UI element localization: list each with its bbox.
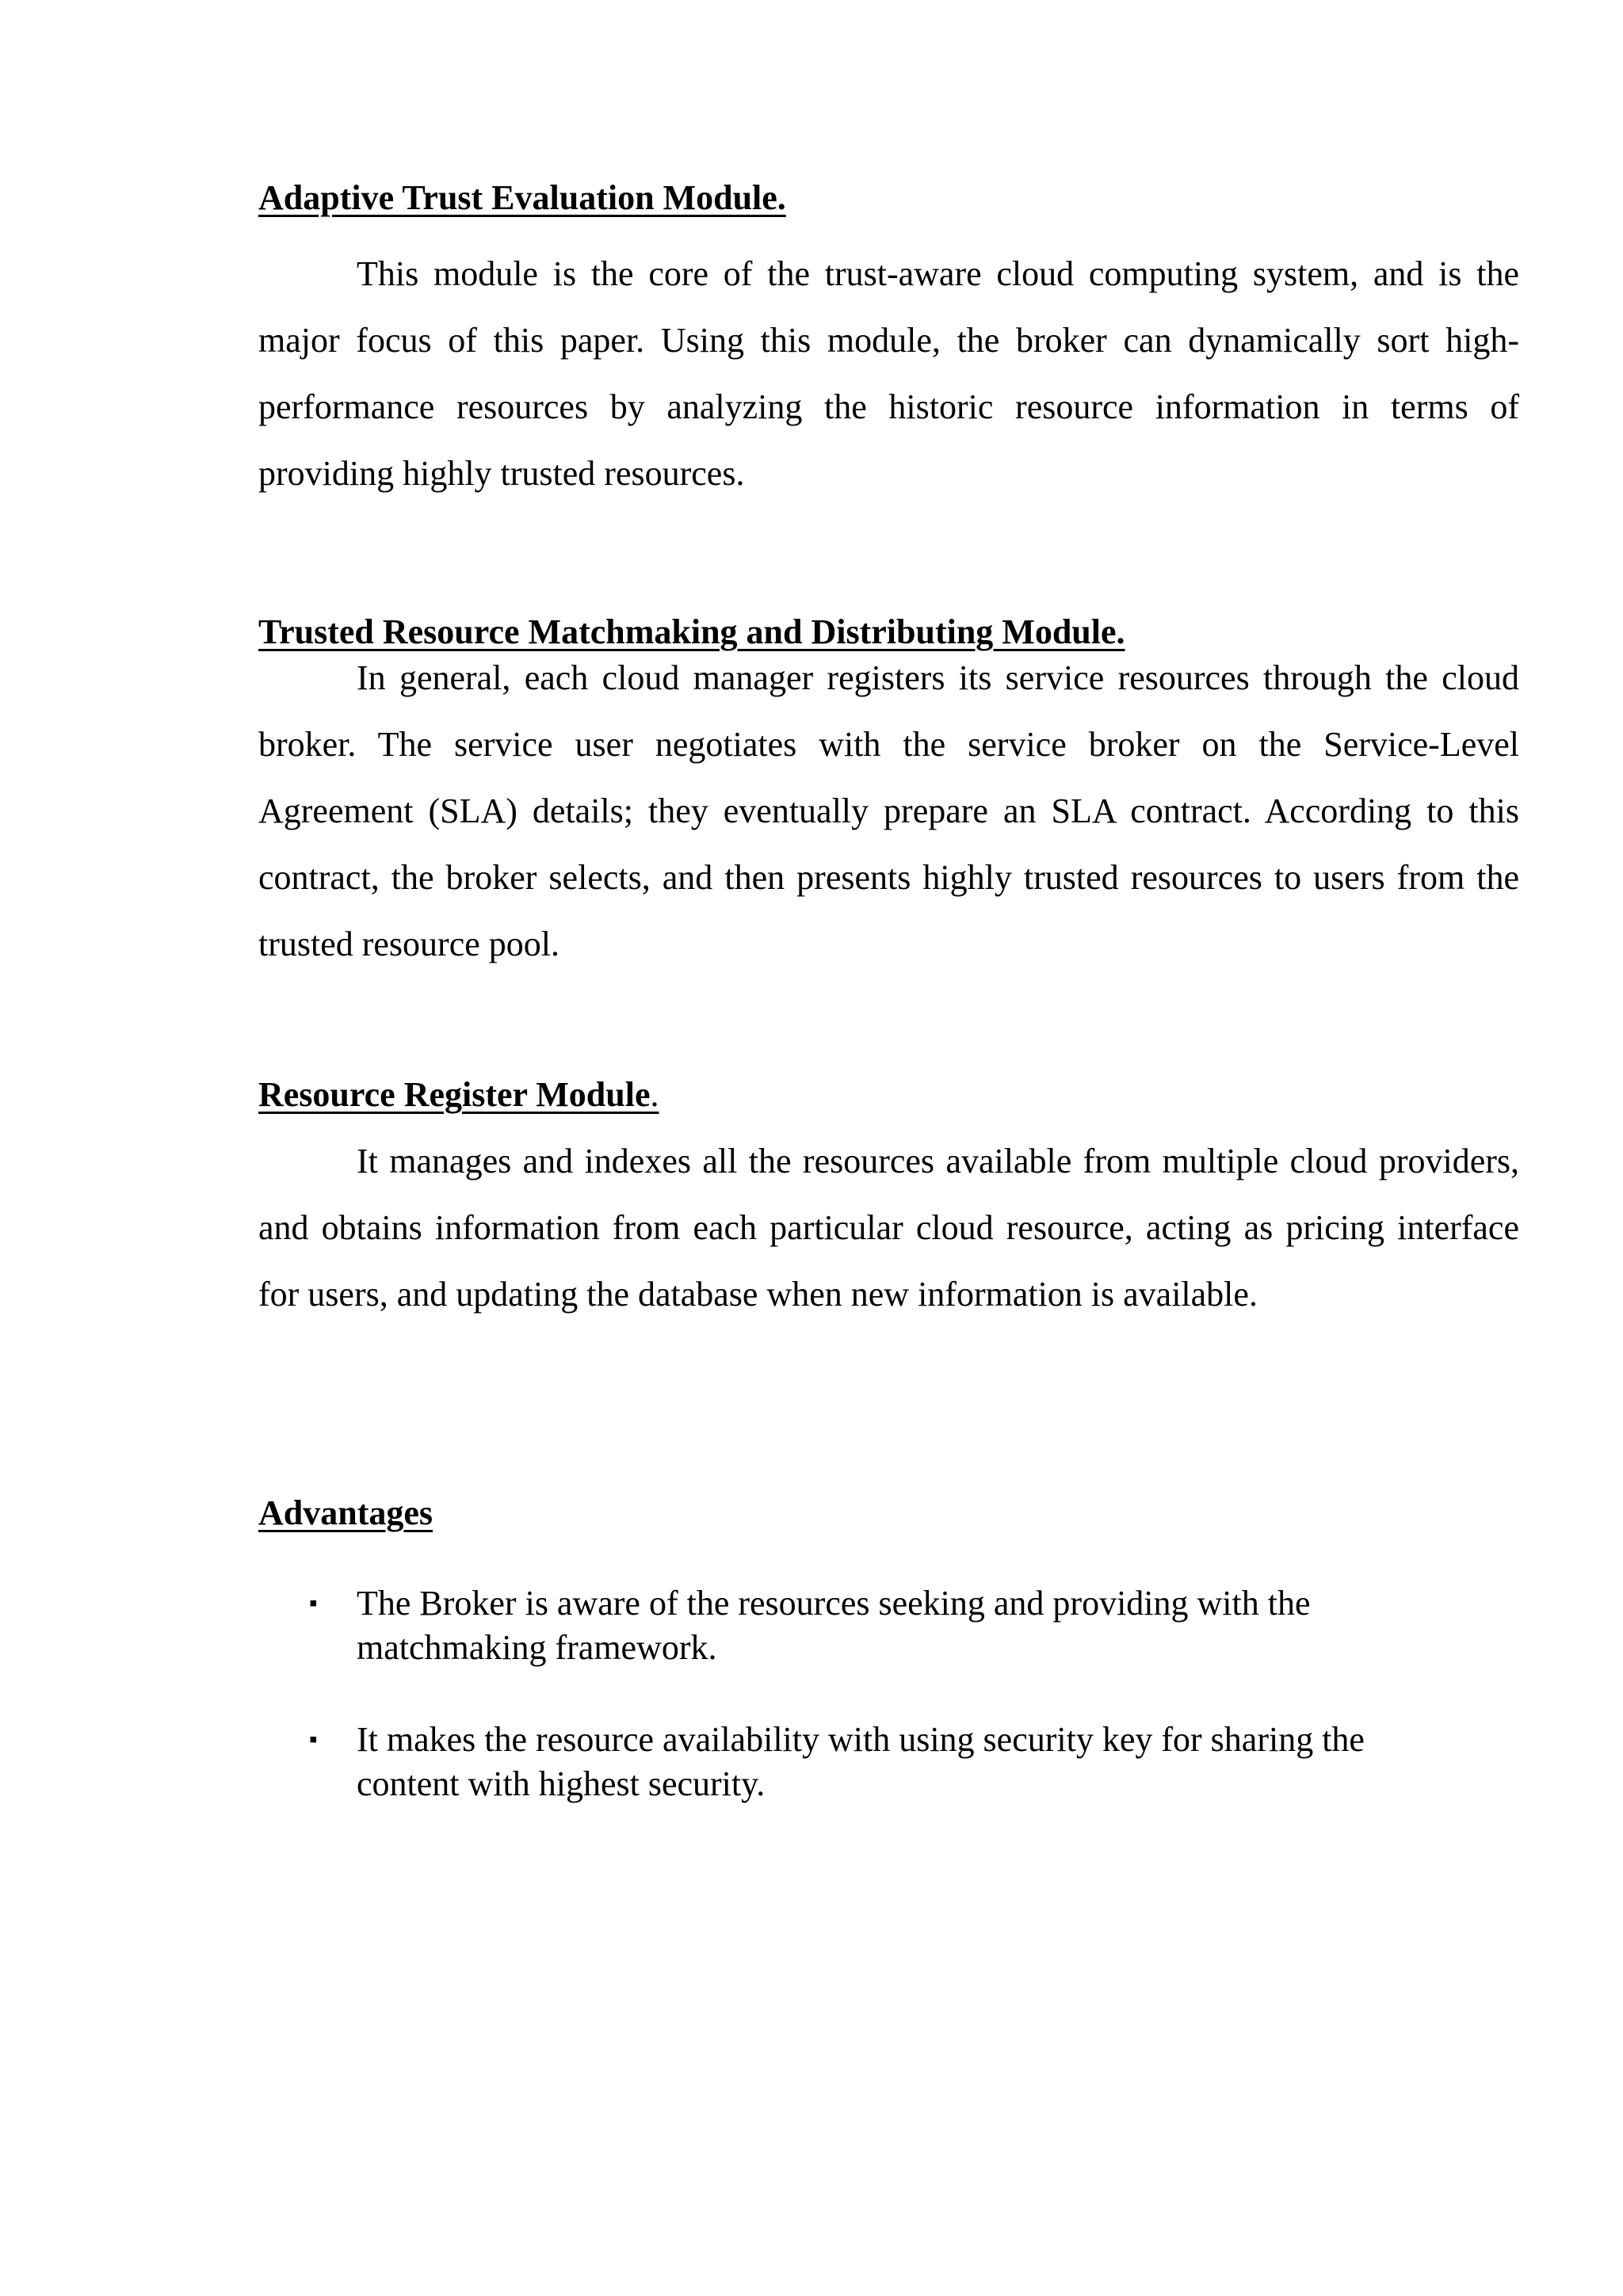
list-item-text: It makes the resource availability with using security key for sharing the content with highest security.: [357, 1720, 1365, 1803]
section-heading-text: Resource Register Module: [258, 1075, 651, 1114]
section-heading: [258, 1074, 1519, 1116]
square-bullet-icon: ▪: [309, 1726, 318, 1753]
section-resource-register: [258, 1074, 1519, 1328]
advantages-list: [258, 1581, 1519, 1806]
list-item-text: The Broker is aware of the resources seeking and providing with the matchmaking framework.: [357, 1584, 1311, 1667]
section-advantages: [258, 1493, 1519, 1806]
list-item: [258, 1718, 1466, 1806]
list-item: [258, 1581, 1466, 1670]
section-paragraph: In general, each cloud manager registers its service resources through the cloud broker. The service user negotiates with the service broker on the Service-Level Agreement (SLA) details; they eventually prepare an SLA contract. According to this contract, the broker selects, and then presents highly trusted resources to users from the trusted resource pool.: [258, 658, 1519, 963]
section-adaptive-trust: [258, 177, 1519, 507]
section-heading-trail: .: [650, 1075, 659, 1114]
section-paragraph: This module is the core of the trust-aware cloud computing system, and is the major focus of this paper. Using this module, the broker can dynamically sort high-performance resources by analyzing the historic resource information in terms of providing highly trusted resources.: [258, 254, 1519, 493]
square-bullet-icon: ▪: [309, 1590, 318, 1616]
section-paragraph: It manages and indexes all the resources available from multiple cloud providers, and obtains information from each particular cloud resource, acting as pricing interface for users, and updating the database when new information is available.: [258, 1142, 1519, 1314]
section-trusted-resource-matchmaking: [258, 612, 1519, 978]
advantages-heading: Advantages: [258, 1493, 433, 1532]
section-heading: Adaptive Trust Evaluation Module.: [258, 178, 786, 217]
section-heading: Trusted Resource Matchmaking and Distributing Module.: [258, 612, 1125, 651]
